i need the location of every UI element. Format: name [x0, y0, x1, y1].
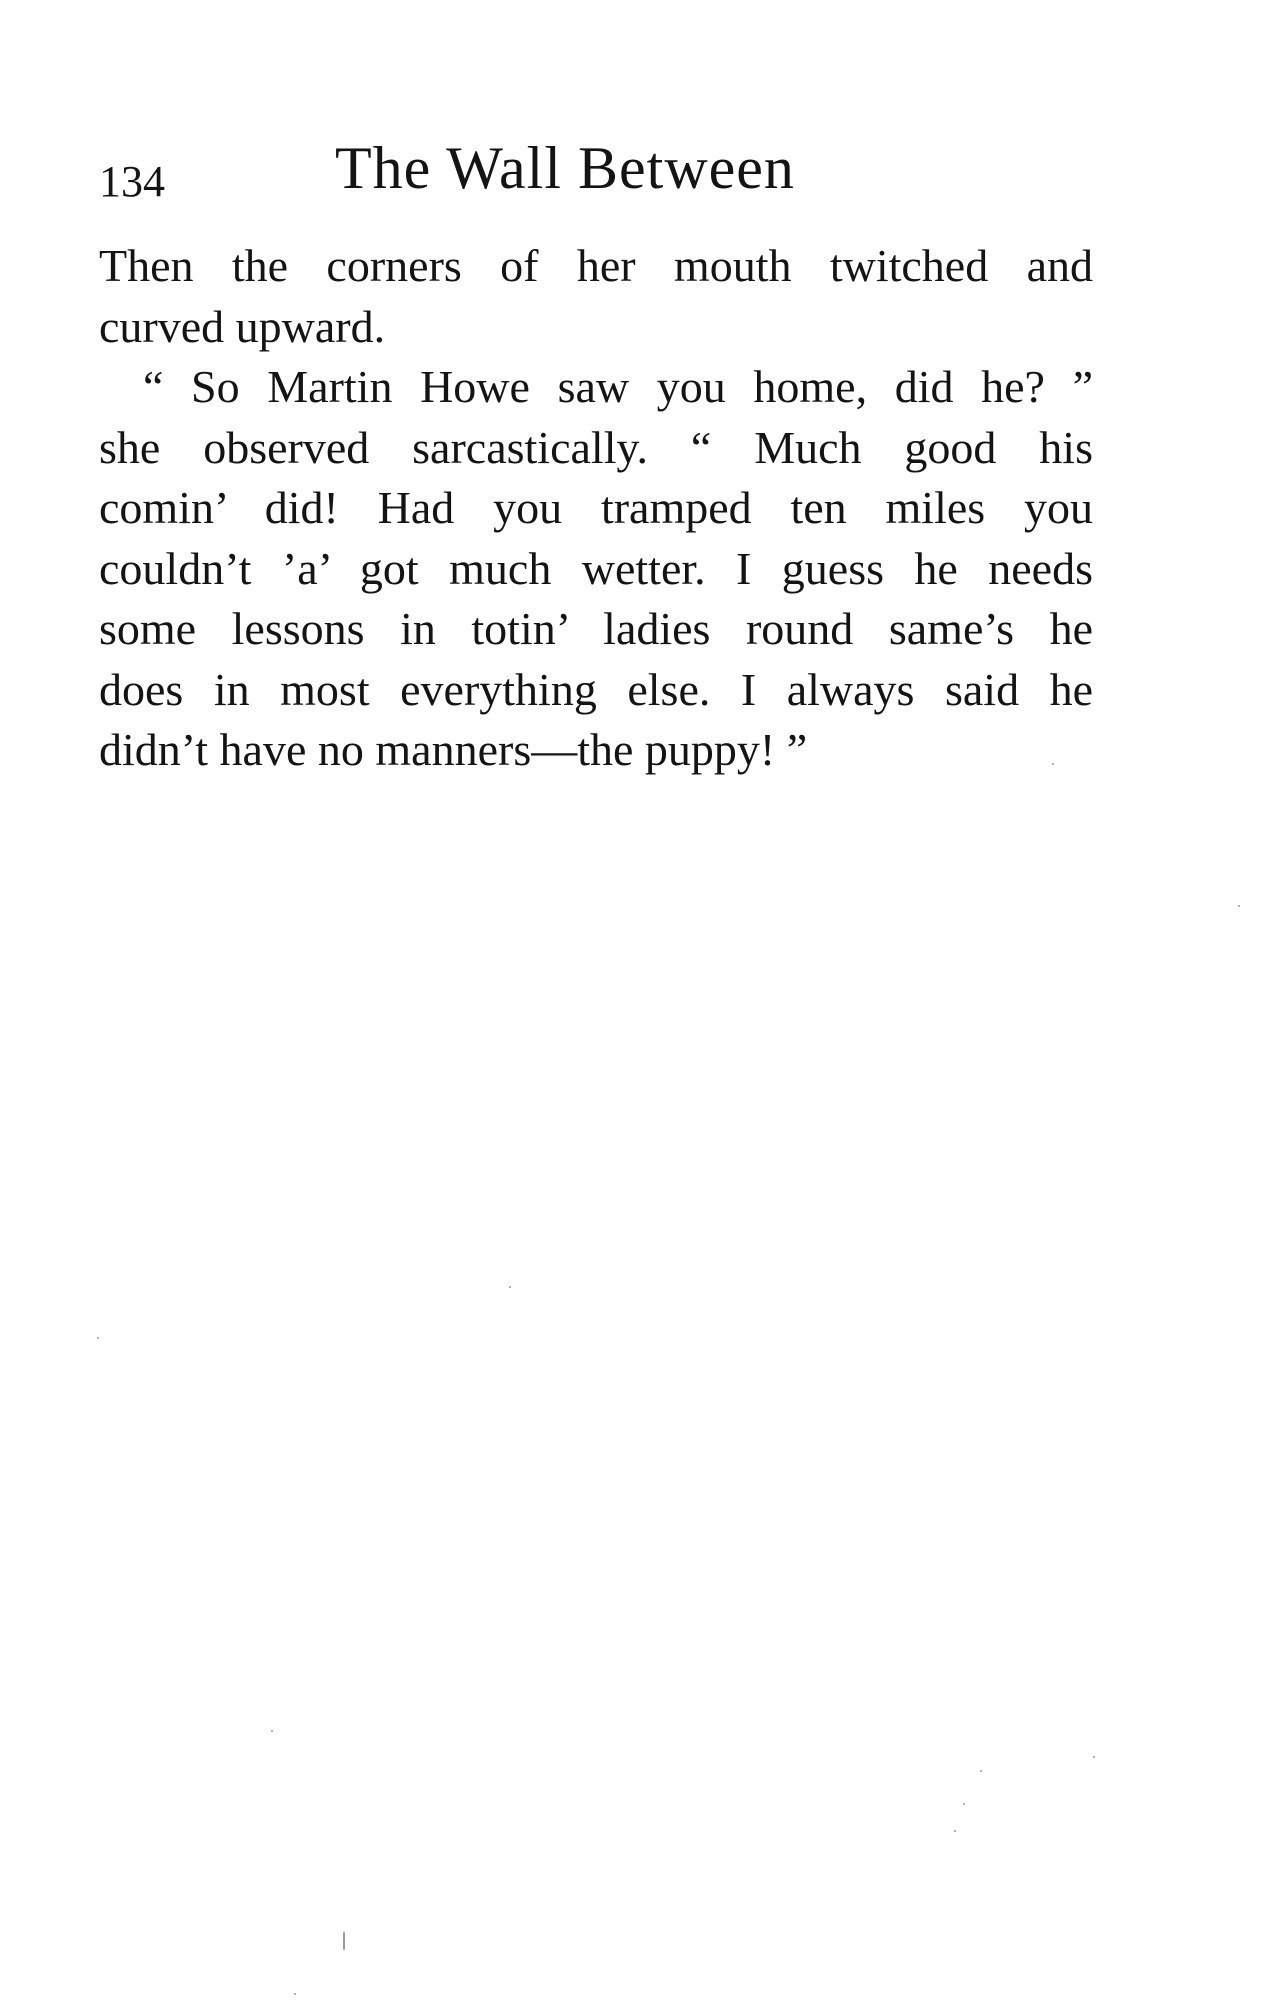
scan-speck — [509, 1286, 511, 1288]
scan-speck — [963, 1803, 965, 1805]
running-head: The Wall Between — [335, 135, 795, 201]
scan-speck — [1052, 763, 1054, 765]
scan-speck — [343, 1932, 345, 1950]
body-text — [99, 236, 1093, 781]
text-line: comin’ did! Had you tramped ten miles you — [99, 482, 1093, 533]
text-line: didn’t have no manners—the puppy! ” — [99, 724, 808, 775]
text-line: Then the corners of her mouth twitched and — [99, 240, 1093, 291]
page-number: 134 — [99, 157, 165, 206]
scan-speck — [271, 1730, 273, 1732]
page-header — [99, 135, 1099, 218]
scan-speck — [1093, 1756, 1095, 1758]
scan-speck — [1238, 905, 1240, 907]
text-line: does in most everything else. I always said he — [99, 663, 1093, 715]
paragraph — [99, 236, 1093, 357]
text-line: “ So Martin Howe saw you home, did he? ” — [143, 361, 1093, 412]
text-line: couldn’t ’a’ got much wetter. I guess he needs — [99, 542, 1093, 594]
scan-speck — [954, 1830, 956, 1832]
text-line: she observed sarcastically. “ Much good his — [99, 421, 1093, 473]
text-line: some lessons in totin’ ladies round same’s he — [99, 603, 1093, 654]
paragraph — [99, 357, 1093, 781]
text-line: curved upward. — [99, 300, 386, 352]
scan-speck — [97, 1337, 99, 1339]
scan-speck — [980, 1770, 982, 1772]
scan-speck — [294, 1993, 296, 1995]
